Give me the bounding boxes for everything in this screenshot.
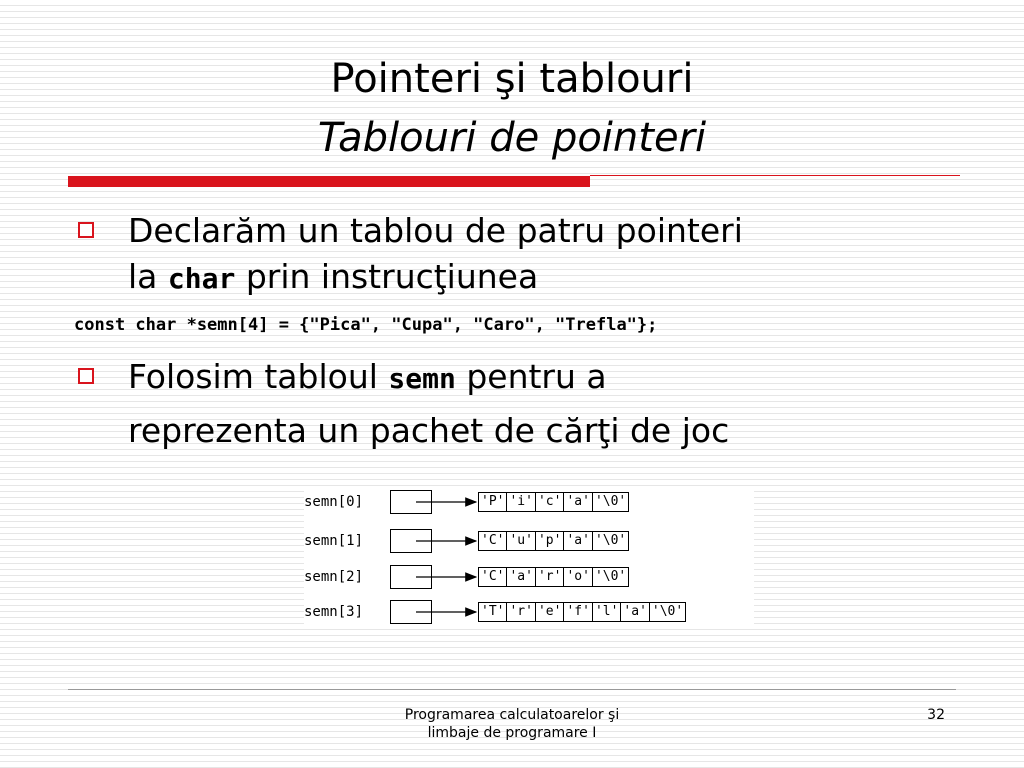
char-cell: 'a'	[620, 602, 649, 622]
bullet-2-line-1: Folosim tabloul semn pentru a	[128, 357, 607, 396]
char-cell: 'c'	[535, 492, 564, 512]
char-cell: 'o'	[563, 567, 592, 587]
title-underline-thick	[68, 176, 590, 187]
slide-title: Pointeri şi tablouri	[330, 56, 694, 102]
bullet-square-icon	[78, 222, 94, 238]
char-cell: 'i'	[506, 492, 535, 512]
char-cell: 'C'	[478, 567, 507, 587]
footer-line-2: limbaje de programare I	[427, 725, 597, 741]
char-cell: 'a'	[506, 567, 535, 587]
char-cell: 'a'	[563, 492, 592, 512]
footer-line-1: Programarea calculatoarelor şi	[404, 707, 620, 723]
char-cell: 'P'	[478, 492, 507, 512]
title-underline-thin	[590, 175, 960, 176]
char-cell: 'T'	[478, 602, 507, 622]
char-cell: 'e'	[535, 602, 564, 622]
bullet-square-icon	[78, 368, 94, 384]
char-cell: '\0'	[649, 602, 686, 622]
page-number: 32	[927, 707, 945, 723]
bullet-1-line-1: Declarăm un tablou de patru pointeri	[128, 211, 743, 250]
char-cell: 'p'	[535, 531, 564, 551]
char-cell: 'r'	[535, 567, 564, 587]
bullet-2-line-2: reprezenta un pachet de cărţi de joc	[128, 411, 730, 450]
pointer-arrows	[304, 487, 754, 627]
char-cell: '\0'	[592, 492, 629, 512]
code-keyword: char	[167, 262, 236, 295]
char-cell: 'l'	[592, 602, 621, 622]
code-line: const char *semn[4] = {"Pica", "Cupa", "Caro", "Trefla"};	[74, 315, 658, 335]
pointer-label: semn[3]	[304, 604, 364, 620]
pointer-label: semn[1]	[304, 533, 364, 549]
bullet-1-line-2: la char prin instrucţiunea	[128, 257, 539, 296]
pointer-label: semn[0]	[304, 494, 364, 510]
char-cell: 'f'	[563, 602, 592, 622]
char-cell: '\0'	[592, 567, 629, 587]
char-cell: 'u'	[506, 531, 535, 551]
footer-text	[330, 706, 694, 742]
footer-divider	[68, 689, 956, 690]
pointer-array-diagram	[304, 487, 754, 627]
pointer-label: semn[2]	[304, 569, 364, 585]
char-cell: '\0'	[592, 531, 629, 551]
char-cell: 'r'	[506, 602, 535, 622]
slide-subtitle: Tablouri de pointeri	[317, 115, 707, 161]
code-identifier: semn	[388, 362, 456, 395]
char-cell: 'C'	[478, 531, 507, 551]
char-cell: 'a'	[563, 531, 592, 551]
